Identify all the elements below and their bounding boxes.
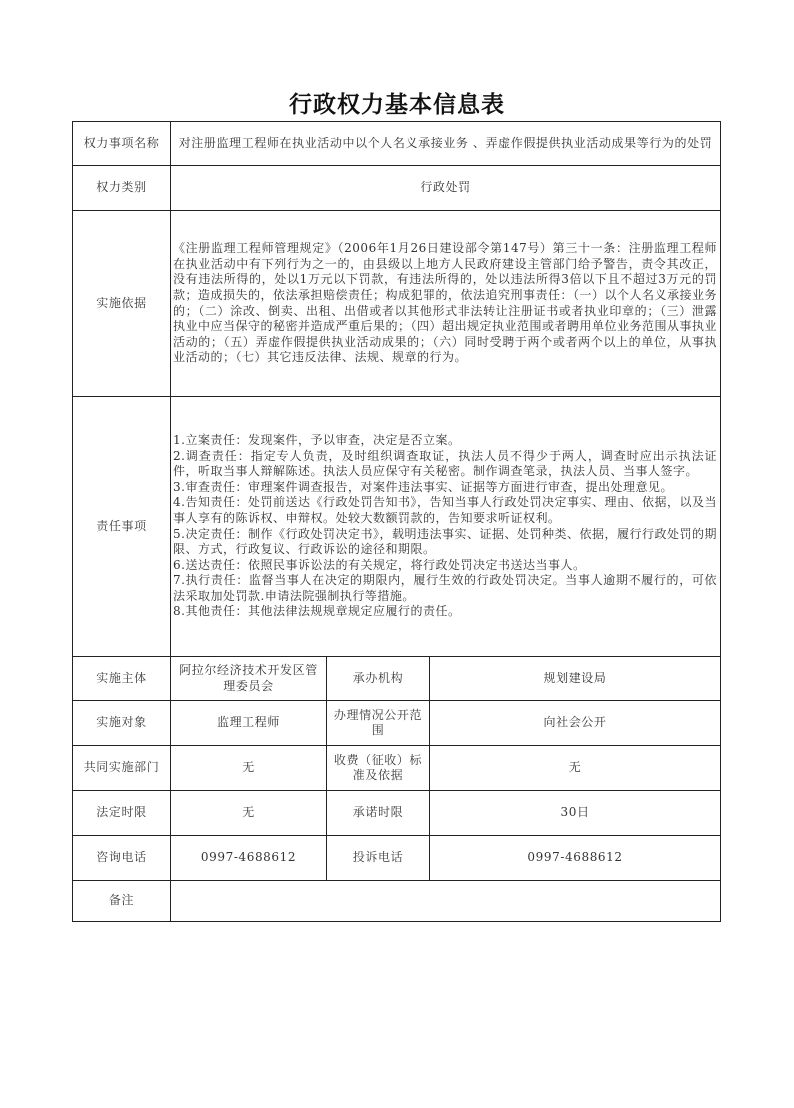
responsibility-item: 7.执行责任：监督当事人在决定的期限内，履行生效的行政处罚决定。当事人逾期不履行的，可依法采取加处罚款.申请法院强制执行等措施。 <box>173 573 718 603</box>
row-contact <box>73 836 721 881</box>
disclosure-scope-label: 办理情况公开范围 <box>327 701 430 746</box>
implementing-body-value: 阿拉尔经济技术开发区管理委员会 <box>171 657 327 701</box>
power-category-label: 权力类别 <box>73 166 171 211</box>
responsibility-item: 1.立案责任：发现案件，予以审查，决定是否立案。 <box>173 432 461 447</box>
row-responsibilities <box>73 397 721 657</box>
power-name-value: 对注册监理工程师在执业活动中以个人名义承接业务 、弄虚作假提供执业活动成果等行为的处罚 <box>171 122 721 166</box>
legal-time-limit-label: 法定时限 <box>73 791 171 836</box>
row-remarks <box>73 881 721 922</box>
remarks-label: 备注 <box>73 881 171 922</box>
promised-time-limit-label: 承诺时限 <box>327 791 430 836</box>
page-title: 行政权力基本信息表 <box>289 91 505 118</box>
responsibility-item: 5.决定责任：制作《行政处罚决定书》，载明违法事实、证据、处罚种类、依据，履行行政处罚的期限、方式，行政复议、行政诉讼的途径和期限。 <box>173 526 718 557</box>
handling-agency-label: 承办机构 <box>327 657 430 701</box>
remarks-value <box>171 881 721 922</box>
row-time-limit <box>73 791 721 836</box>
handling-agency-value: 规划建设局 <box>430 657 721 701</box>
power-category-value: 行政处罚 <box>171 166 721 211</box>
responsibilities-label: 责任事项 <box>73 397 171 657</box>
row-target <box>73 701 721 746</box>
row-power-category <box>73 166 721 211</box>
responsibility-item: 2.调查责任：指定专人负责，及时组织调查取证，执法人员不得少于两人，调查时应出示执法证件，听取当事人辩解陈述。执法人员应保守有关秘密。制作调查笔录，执法人员、当事人签字。 <box>173 448 718 479</box>
promised-time-limit-value: 30日 <box>430 791 721 836</box>
row-legal-basis <box>73 211 721 397</box>
complaint-phone-value: 0997-4688612 <box>430 836 721 881</box>
target-value: 监理工程师 <box>171 701 327 746</box>
row-joint-departments <box>73 746 721 791</box>
power-name-label: 权力事项名称 <box>73 122 171 166</box>
row-power-name <box>73 122 721 166</box>
inquiry-phone-value: 0997-4688612 <box>171 836 327 881</box>
info-table <box>72 121 721 922</box>
joint-departments-value: 无 <box>171 746 327 791</box>
implementing-body-label: 实施主体 <box>73 657 171 701</box>
disclosure-scope-value: 向社会公开 <box>430 701 721 746</box>
joint-departments-label: 共同实施部门 <box>73 746 171 791</box>
fee-standard-label: 收费（征收）标准及依据 <box>327 746 430 791</box>
responsibility-item: 6.送达责任：依照民事诉讼法的有关规定，将行政处罚决定书送达当事人。 <box>173 557 586 572</box>
responsibility-item: 8.其他责任：其他法律法规规章规定应履行的责任。 <box>173 604 461 619</box>
complaint-phone-label: 投诉电话 <box>327 836 430 881</box>
legal-basis-label: 实施依据 <box>73 211 171 397</box>
legal-time-limit-value: 无 <box>171 791 327 836</box>
legal-basis-value: 《注册监理工程师管理规定》（2006年1月26日建设部令第147号）第三十一条：注册监理工程师在执业活动中有下列行为之一的，由县级以上地方人民政府建设主管部门给予警告，责令其改正，没有违法所得的，处以1万元以下罚款，有违法所得的，处以违法所得3倍以下且不超过3万元的罚款；造成损失的，依法承担赔偿责任；构成犯罪的，依法追究刑事责任：（一）以个人名义承接业务的；（二）涂改、倒卖、出租、出借或者以其他形式非法转让注册证书或者执业印章的；（三）泄露执业中应当保守的秘密并造成严重后果的；（四）超出规定执业范围或者聘用单位业务范围从事执业活动的；（五）弄虚作假提供执业活动成果的；（六）同时受聘于两个或者两个以上的单位，从事执业活动的；（七）其它违反法律、法规、规章的行为。 <box>171 211 721 397</box>
fee-standard-value: 无 <box>430 746 721 791</box>
inquiry-phone-label: 咨询电话 <box>73 836 171 881</box>
row-implementing-body <box>73 657 721 701</box>
responsibility-item: 3.审查责任：审理案件调查报告，对案件违法事实、证据等方面进行审查，提出处理意见。 <box>173 479 673 494</box>
responsibilities-list <box>171 397 721 657</box>
responsibility-item: 4.告知责任：处罚前送达《行政处罚告知书》，告知当事人行政处罚决定事实、理由、依据，以及当事人享有的陈诉权、申辩权。处较大数额罚款的，告知要求听证权利。 <box>173 495 718 525</box>
target-label: 实施对象 <box>73 701 171 746</box>
